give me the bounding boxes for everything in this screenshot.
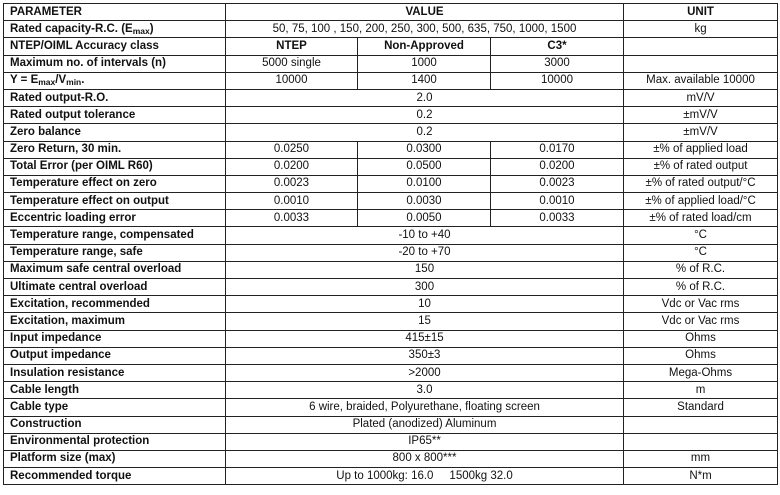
- value-cell-ntep: 0.0200: [226, 158, 358, 175]
- value-cell: 3.0: [226, 382, 624, 399]
- value-cell-non-approved: 0.0300: [358, 141, 491, 158]
- table-row: [4, 210, 778, 227]
- unit-cell: [624, 433, 778, 450]
- value-cell: 0.2: [226, 107, 624, 124]
- param-label: Insulation resistance: [4, 364, 226, 381]
- table-row: [4, 175, 778, 192]
- table-row: [4, 72, 778, 89]
- value-cell-ntep: 0.0023: [226, 175, 358, 192]
- param-label: Temperature range, safe: [4, 244, 226, 261]
- value-cell-c3: 0.0010: [491, 193, 624, 210]
- param-label: Maximum safe central overload: [4, 261, 226, 278]
- param-label: Excitation, maximum: [4, 313, 226, 330]
- table-row: [4, 158, 778, 175]
- unit-cell: ±% of rated output: [624, 158, 778, 175]
- table-row: [4, 55, 778, 72]
- value-cell: 300: [226, 279, 624, 296]
- unit-cell: ±% of applied load/°C: [624, 193, 778, 210]
- value-cell-c3: 0.0170: [491, 141, 624, 158]
- param-label: Ultimate central overload: [4, 279, 226, 296]
- value-cell-ntep: 0.0250: [226, 141, 358, 158]
- unit-cell: Max. available 10000: [624, 72, 778, 89]
- unit-cell: Vdc or Vac rms: [624, 296, 778, 313]
- value-cell: 50, 75, 100 , 150, 200, 250, 300, 500, 635, 750, 1000, 1500: [226, 21, 624, 38]
- table-row: [4, 261, 778, 278]
- value-cell: 415±15: [226, 330, 624, 347]
- param-label: $Y = E_{max}/V_{min}$.: [4, 72, 226, 89]
- table-row: [4, 347, 778, 364]
- param-label: Zero balance: [4, 124, 226, 141]
- value-cell: 2.0: [226, 89, 624, 106]
- unit-cell: °C: [624, 244, 778, 261]
- unit-cell: Ohms: [624, 347, 778, 364]
- table-row: [4, 450, 778, 467]
- header-unit: UNIT: [624, 4, 778, 21]
- value-cell: 10: [226, 296, 624, 313]
- value-cell-c3: 3000: [491, 55, 624, 72]
- unit-cell: % of R.C.: [624, 279, 778, 296]
- value-cell-ntep: 0.0010: [226, 193, 358, 210]
- value-cell-non-approved: 0.0500: [358, 158, 491, 175]
- param-label: Rated capacity-R.C. $(E_{max})$: [4, 21, 226, 38]
- table-row: [4, 364, 778, 381]
- unit-cell: [624, 55, 778, 72]
- value-cell: 350±3: [226, 347, 624, 364]
- param-label: Temperature effect on output: [4, 193, 226, 210]
- param-label: Cable length: [4, 382, 226, 399]
- unit-cell: m: [624, 382, 778, 399]
- unit-cell: mm: [624, 450, 778, 467]
- param-label: Recommended torque: [4, 468, 226, 485]
- value-cell: -20 to +70: [226, 244, 624, 261]
- param-label: Rated output-R.O.: [4, 89, 226, 106]
- unit-cell: °C: [624, 227, 778, 244]
- unit-cell: % of R.C.: [624, 261, 778, 278]
- unit-cell: Ohms: [624, 330, 778, 347]
- value-cell-c3: 0.0023: [491, 175, 624, 192]
- param-label: Zero Return, 30 min.: [4, 141, 226, 158]
- table-row: [4, 382, 778, 399]
- unit-cell: ±mV/V: [624, 124, 778, 141]
- param-label: Construction: [4, 416, 226, 433]
- unit-cell: ±% of rated output/°C: [624, 175, 778, 192]
- table-row: [4, 399, 778, 416]
- value-cell-ntep: NTEP: [226, 38, 358, 55]
- table-row: [4, 38, 778, 55]
- table-row: [4, 416, 778, 433]
- table-row: [4, 296, 778, 313]
- value-cell-ntep: 5000 single: [226, 55, 358, 72]
- param-label: NTEP/OIML Accuracy class: [4, 38, 226, 55]
- value-cell-c3: 0.0033: [491, 210, 624, 227]
- param-label: Input impedance: [4, 330, 226, 347]
- value-cell-ntep: 10000: [226, 72, 358, 89]
- param-label: Excitation, recommended: [4, 296, 226, 313]
- specifications-table: [3, 3, 778, 485]
- param-label: Rated output tolerance: [4, 107, 226, 124]
- unit-cell: Vdc or Vac rms: [624, 313, 778, 330]
- unit-cell: mV/V: [624, 89, 778, 106]
- value-cell-c3: C3*: [491, 38, 624, 55]
- unit-cell: ±% of applied load: [624, 141, 778, 158]
- value-cell-non-approved: 0.0100: [358, 175, 491, 192]
- value-cell: Plated (anodized) Aluminum: [226, 416, 624, 433]
- value-cell-non-approved: 1400: [358, 72, 491, 89]
- param-label: Output impedance: [4, 347, 226, 364]
- unit-cell: Standard: [624, 399, 778, 416]
- table-row: [4, 193, 778, 210]
- param-label: Environmental protection: [4, 433, 226, 450]
- value-cell-c3: 10000: [491, 72, 624, 89]
- value-cell: >2000: [226, 364, 624, 381]
- table-header-row: [4, 4, 778, 21]
- unit-cell: [624, 416, 778, 433]
- table-row: [4, 279, 778, 296]
- unit-cell: N*m: [624, 468, 778, 485]
- table-row: [4, 21, 778, 38]
- param-label: Eccentric loading error: [4, 210, 226, 227]
- value-cell: 0.2: [226, 124, 624, 141]
- table-row: [4, 330, 778, 347]
- value-cell: Up to 1000kg: 16.0 1500kg 32.0: [226, 468, 624, 485]
- table-row: [4, 124, 778, 141]
- value-cell-non-approved: Non-Approved: [358, 38, 491, 55]
- param-label: Temperature effect on zero: [4, 175, 226, 192]
- table-row: [4, 227, 778, 244]
- table-row: [4, 313, 778, 330]
- unit-cell: Mega-Ohms: [624, 364, 778, 381]
- value-cell: 15: [226, 313, 624, 330]
- value-cell-non-approved: 0.0050: [358, 210, 491, 227]
- header-parameter: PARAMETER: [4, 4, 226, 21]
- param-label: Cable type: [4, 399, 226, 416]
- table-row: [4, 433, 778, 450]
- unit-cell: kg: [624, 21, 778, 38]
- header-value: VALUE: [226, 4, 624, 21]
- param-label: Platform size (max): [4, 450, 226, 467]
- value-cell: IP65**: [226, 433, 624, 450]
- value-cell-ntep: 0.0033: [226, 210, 358, 227]
- value-cell: 800 x 800***: [226, 450, 624, 467]
- value-cell: 6 wire, braided, Polyurethane, floating screen: [226, 399, 624, 416]
- table-row: [4, 141, 778, 158]
- unit-cell: [624, 38, 778, 55]
- value-cell-c3: 0.0200: [491, 158, 624, 175]
- unit-cell: ±mV/V: [624, 107, 778, 124]
- value-cell: -10 to +40: [226, 227, 624, 244]
- table-row: [4, 468, 778, 485]
- value-cell: 150: [226, 261, 624, 278]
- param-label: Temperature range, compensated: [4, 227, 226, 244]
- table-row: [4, 244, 778, 261]
- unit-cell: ±% of rated load/cm: [624, 210, 778, 227]
- table-row: [4, 89, 778, 106]
- table-row: [4, 107, 778, 124]
- param-label: Maximum no. of intervals (n): [4, 55, 226, 72]
- value-cell-non-approved: 1000: [358, 55, 491, 72]
- value-cell-non-approved: 0.0030: [358, 193, 491, 210]
- param-label: Total Error (per OIML R60): [4, 158, 226, 175]
